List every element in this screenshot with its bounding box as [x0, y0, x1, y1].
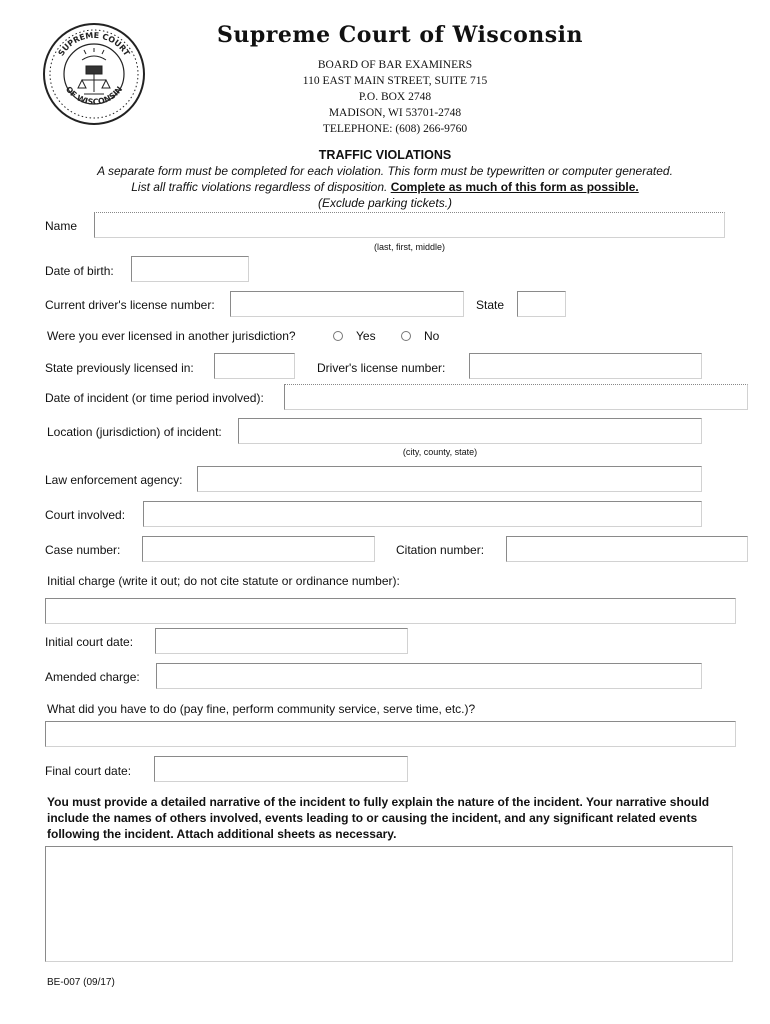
street-address: 110 EAST MAIN STREET, SUITE 715: [302, 75, 488, 87]
location-label: Location (jurisdiction) of incident:: [47, 425, 222, 439]
dob-input[interactable]: [131, 256, 249, 282]
state-label: State: [476, 298, 505, 312]
license-input[interactable]: [230, 291, 464, 317]
narrative-textarea[interactable]: [45, 846, 733, 962]
initial-charge-input[interactable]: [45, 598, 736, 624]
instruction-2: [0, 180, 770, 194]
name-input[interactable]: [94, 212, 725, 238]
initial-court-date-input[interactable]: [155, 628, 408, 654]
instruction-1: A separate form must be completed for each violation. This form must be typewritten or computer generated.: [97, 164, 673, 178]
final-court-date-input[interactable]: [154, 756, 408, 782]
name-label: Name: [45, 219, 78, 233]
incident-date-input[interactable]: [284, 384, 748, 410]
citation-label: Citation number:: [396, 543, 485, 557]
seal-text-top: SUPREME COURT: [56, 30, 132, 58]
location-input[interactable]: [238, 418, 702, 444]
court-name: Supreme Court of Wisconsin: [216, 22, 584, 48]
other-jurisdiction-label: Were you ever licensed in another jurisdiction?: [47, 329, 296, 343]
dob-label: Date of birth:: [45, 264, 114, 278]
city-address: MADISON, WI 53701-2748: [328, 107, 462, 119]
prev-state-label: State previously licensed in:: [45, 361, 194, 375]
prev-state-input[interactable]: [214, 353, 295, 379]
form-code: BE-007 (09/17): [47, 977, 115, 988]
po-box: P.O. BOX 2748: [358, 91, 432, 103]
court-input[interactable]: [143, 501, 702, 527]
yes-radio[interactable]: [333, 331, 343, 341]
case-label: Case number:: [45, 543, 121, 557]
instruction-2a: List all traffic violations regardless of disposition.: [131, 180, 391, 194]
what-did-input[interactable]: [45, 721, 736, 747]
court-seal: [42, 22, 146, 126]
instruction-2b: Complete as much of this form as possible.: [390, 180, 639, 194]
yes-label: Yes: [356, 329, 376, 343]
agency-label: Law enforcement agency:: [45, 473, 183, 487]
final-court-date-label: Final court date:: [45, 764, 132, 778]
amended-charge-input[interactable]: [156, 663, 702, 689]
name-hint: (last, first, middle): [373, 242, 445, 252]
amended-charge-label: Amended charge:: [45, 670, 140, 684]
initial-court-date-label: Initial court date:: [45, 635, 134, 649]
agency-input[interactable]: [197, 466, 702, 492]
narrative-instruction: You must provide a detailed narrative of the incident to fully explain the nature of the incident. Your narrative should include the names of others involved, events leading to or causing the incident, and any significant related events following the incident. Attach additional sheets as necessary.: [47, 795, 710, 841]
incident-date-label: Date of incident (or time period involved):: [45, 391, 264, 405]
what-did-label: What did you have to do (pay fine, perform community service, serve time, etc.)?: [47, 702, 476, 716]
location-hint: (city, county, state): [402, 447, 478, 457]
form-title: TRAFFIC VIOLATIONS: [318, 148, 452, 162]
board-name: BOARD OF BAR EXAMINERS: [317, 59, 473, 71]
court-label: Court involved:: [45, 508, 126, 522]
prev-license-input[interactable]: [469, 353, 702, 379]
telephone: TELEPHONE: (608) 266-9760: [322, 123, 468, 135]
no-radio[interactable]: [401, 331, 411, 341]
citation-input[interactable]: [506, 536, 748, 562]
license-label: Current driver's license number:: [45, 298, 215, 312]
state-input[interactable]: [517, 291, 566, 317]
instruction-3: (Exclude parking tickets.): [317, 196, 453, 210]
seal-text-bottom: OF WISCONSIN: [63, 84, 125, 107]
case-input[interactable]: [142, 536, 375, 562]
no-label: No: [424, 329, 440, 343]
initial-charge-label: Initial charge (write it out; do not cite statute or ordinance number):: [47, 574, 400, 588]
prev-license-label: Driver's license number:: [317, 361, 446, 375]
